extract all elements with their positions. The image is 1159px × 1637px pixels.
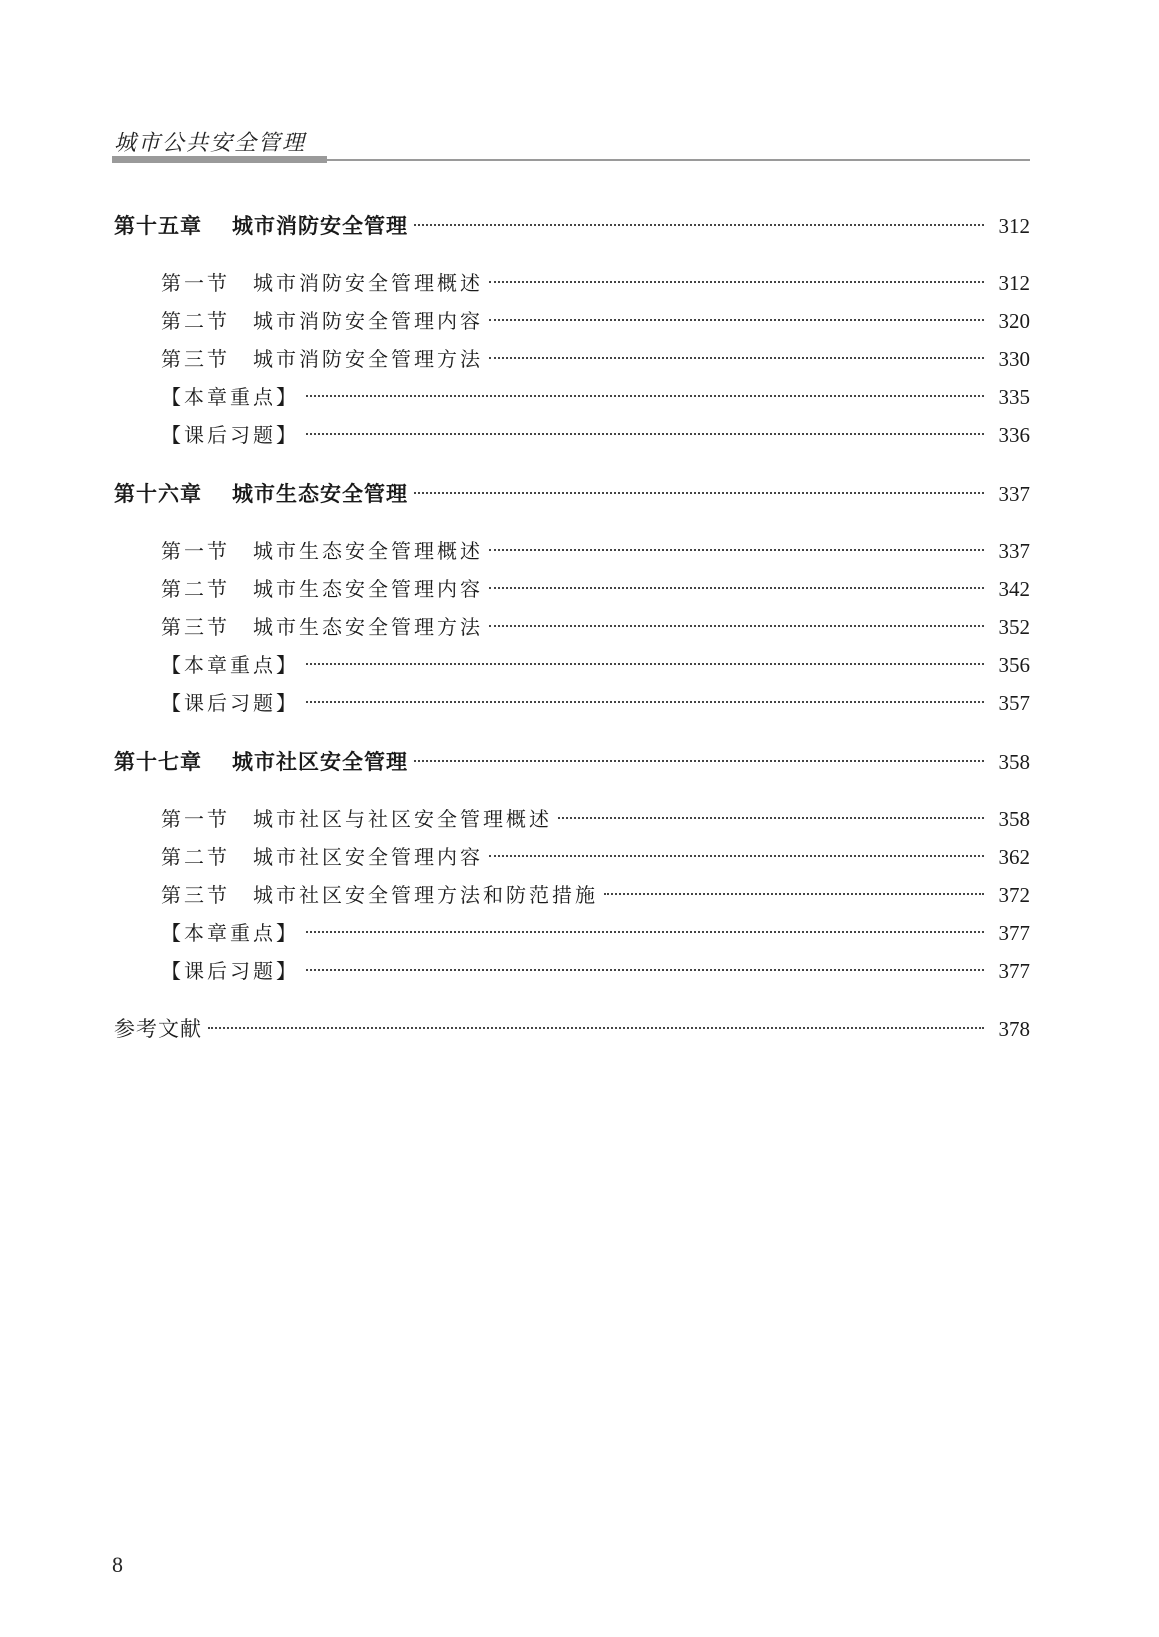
running-header-title: 城市公共安全管理 [114, 131, 307, 156]
section-title: 城市社区安全管理内容 [253, 845, 483, 869]
dot-leader [489, 357, 984, 359]
section-number: 第三节 [161, 347, 230, 371]
dot-leader [489, 587, 984, 589]
key-points-entry[interactable] [114, 646, 1030, 684]
dot-leader [489, 855, 984, 857]
section-label [161, 838, 483, 876]
dot-leader [489, 549, 984, 551]
section-title: 城市社区安全管理方法和防范措施 [253, 883, 598, 907]
section-title: 城市生态安全管理方法 [253, 615, 483, 639]
chapter-label [114, 206, 408, 246]
chapter-title: 城市生态安全管理 [232, 482, 408, 506]
dot-leader [306, 395, 984, 397]
section-label [161, 608, 483, 646]
chapter-title: 城市消防安全管理 [232, 214, 408, 238]
chapter-entry[interactable] [114, 206, 1030, 246]
section-entry[interactable] [114, 264, 1030, 302]
section-page: 342 [998, 577, 1030, 601]
table-of-contents [114, 206, 1030, 1048]
section-title: 城市社区与社区安全管理概述 [253, 807, 552, 831]
key-points-entry[interactable] [114, 378, 1030, 416]
section-page: 337 [998, 539, 1030, 563]
exercises-label: 【课后习题】 [161, 423, 299, 447]
dot-leader [306, 433, 984, 435]
section-label [161, 264, 483, 302]
key-points-page: 377 [998, 921, 1030, 945]
exercises-label: 【课后习题】 [161, 959, 299, 983]
dot-leader [414, 224, 984, 226]
dot-leader [489, 281, 984, 283]
chapter-block-17 [114, 742, 1030, 990]
key-points-label: 【本章重点】 [161, 385, 299, 409]
chapter-number: 第十七章 [114, 750, 202, 774]
key-points-page: 335 [998, 385, 1030, 409]
references-page: 378 [998, 1017, 1030, 1041]
references-label: 参考文献 [114, 1017, 202, 1041]
section-number: 第三节 [161, 883, 230, 907]
header-rule [112, 159, 1030, 161]
chapter-title: 城市社区安全管理 [232, 750, 408, 774]
chapter-page: 312 [998, 214, 1030, 238]
section-page: 362 [998, 845, 1030, 869]
dot-leader [604, 893, 984, 895]
exercises-entry[interactable] [114, 416, 1030, 454]
key-points-label: 【本章重点】 [161, 921, 299, 945]
exercises-page: 336 [998, 423, 1030, 447]
section-number: 第一节 [161, 539, 230, 563]
dot-leader [414, 760, 984, 762]
section-title: 城市消防安全管理概述 [253, 271, 483, 295]
section-page: 372 [998, 883, 1030, 907]
section-entry[interactable] [114, 340, 1030, 378]
section-number: 第一节 [161, 271, 230, 295]
section-label [161, 302, 483, 340]
section-page: 320 [998, 309, 1030, 333]
page-number: 8 [112, 1552, 123, 1577]
section-number: 第二节 [161, 845, 230, 869]
section-page: 352 [998, 615, 1030, 639]
section-entry[interactable] [114, 302, 1030, 340]
section-label [161, 876, 598, 914]
section-number: 第二节 [161, 309, 230, 333]
section-page: 330 [998, 347, 1030, 371]
dot-leader [306, 701, 984, 703]
dot-leader [306, 663, 984, 665]
chapter-number: 第十五章 [114, 214, 202, 238]
section-entry[interactable] [114, 800, 1030, 838]
key-points-entry[interactable] [114, 914, 1030, 952]
chapter-label [114, 742, 408, 782]
key-points-page: 356 [998, 653, 1030, 677]
section-entry[interactable] [114, 838, 1030, 876]
section-entry[interactable] [114, 608, 1030, 646]
section-title: 城市生态安全管理概述 [253, 539, 483, 563]
dot-leader [306, 969, 984, 971]
exercises-page: 357 [998, 691, 1030, 715]
section-label [161, 800, 552, 838]
exercises-entry[interactable] [114, 952, 1030, 990]
dot-leader [558, 817, 984, 819]
section-label [161, 532, 483, 570]
exercises-page: 377 [998, 959, 1030, 983]
chapter-label [114, 474, 408, 514]
section-entry[interactable] [114, 876, 1030, 914]
chapter-block-16 [114, 474, 1030, 722]
section-number: 第一节 [161, 807, 230, 831]
section-page: 358 [998, 807, 1030, 831]
section-page: 312 [998, 271, 1030, 295]
chapter-page: 337 [998, 482, 1030, 506]
section-title: 城市消防安全管理内容 [253, 309, 483, 333]
section-number: 第三节 [161, 615, 230, 639]
dot-leader [306, 931, 984, 933]
dot-leader [489, 319, 984, 321]
chapter-number: 第十六章 [114, 482, 202, 506]
dot-leader [208, 1027, 984, 1029]
dot-leader [489, 625, 984, 627]
chapter-entry[interactable] [114, 474, 1030, 514]
section-label [161, 570, 483, 608]
section-number: 第二节 [161, 577, 230, 601]
chapter-block-15 [114, 206, 1030, 454]
references-entry[interactable] [114, 1010, 1030, 1048]
section-entry[interactable] [114, 532, 1030, 570]
section-label [161, 340, 483, 378]
exercises-label: 【课后习题】 [161, 691, 299, 715]
dot-leader [414, 492, 984, 494]
section-entry[interactable] [114, 570, 1030, 608]
section-title: 城市生态安全管理内容 [253, 577, 483, 601]
chapter-page: 358 [998, 750, 1030, 774]
key-points-label: 【本章重点】 [161, 653, 299, 677]
section-title: 城市消防安全管理方法 [253, 347, 483, 371]
exercises-entry[interactable] [114, 684, 1030, 722]
chapter-entry[interactable] [114, 742, 1030, 782]
